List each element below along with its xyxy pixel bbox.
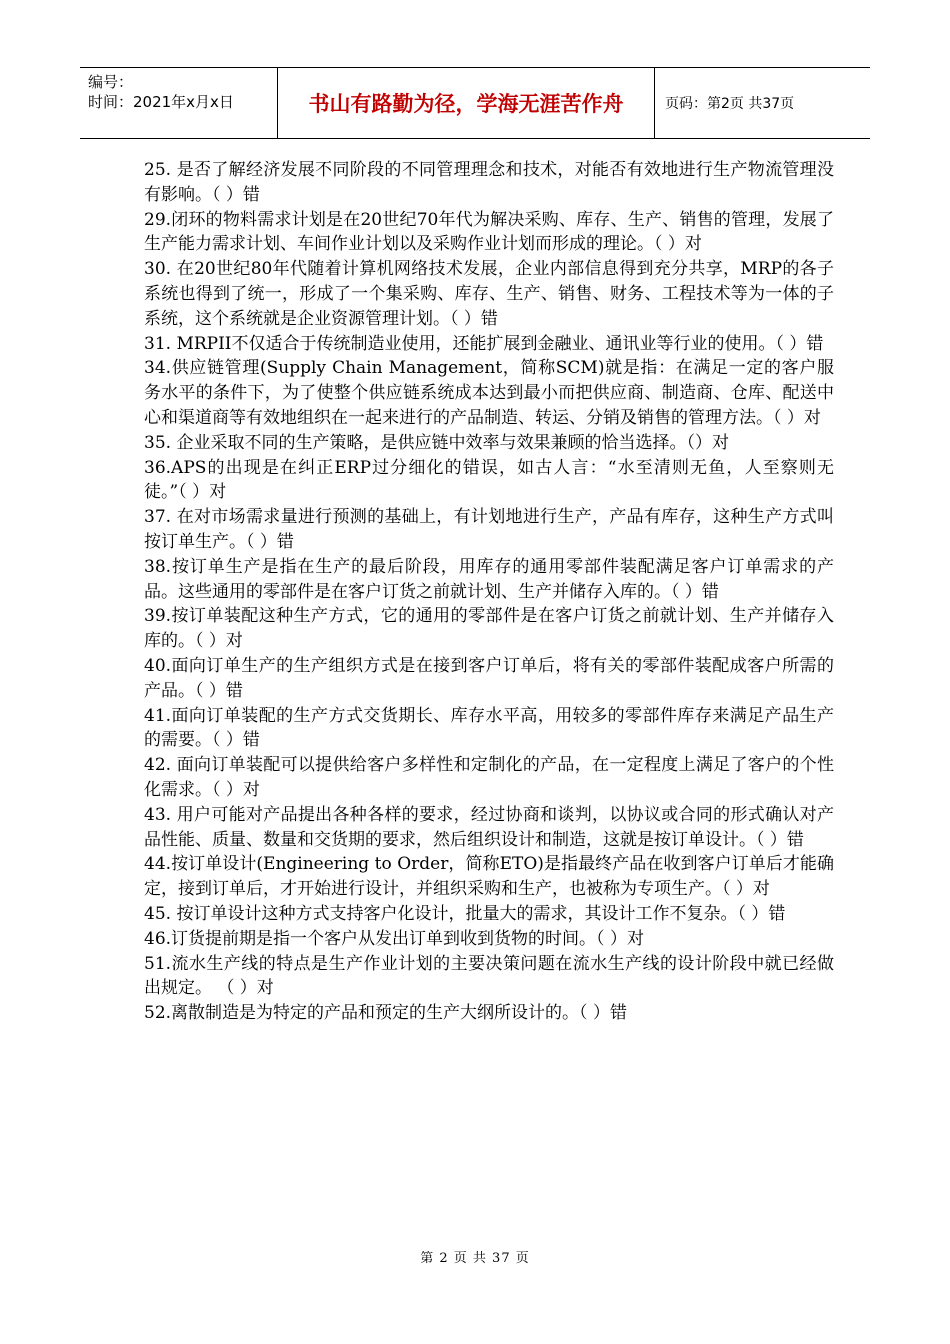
question-44: 44.按订单设计(Engineering to Order，简称ETO)是指最终产品在收到客户订单后才能确定，接到订单后，才开始进行设计，并组织采购和生产，也被称为专项生产。（ ）对 [144, 854, 834, 900]
question-38: 38.按订单生产是指在生产的最后阶段，用库存的通用零部件装配满足客户订单需求的产品。这些通用的零部件是在客户订货之前就计划、生产并储存入库的。（ ）错 [144, 556, 834, 602]
question-45: 45. 按订单设计这种方式支持客户化设计，批量大的需求，其设计工作不复杂。（ ）错 [144, 903, 786, 924]
header-page-info: 页码：第2页 共37页 [665, 96, 795, 112]
date-line: 时间：2021年x月x日 [88, 93, 234, 111]
question-34: 34.供应链管理(Supply Chain Management，简称SCM)就是指：在满足一定的客户服务水平的条件下，为了使整个供应链系统成本达到最小而把供应商、制造商、仓库、配送中心和渠道商等有效地组织在一起来进行的产品制造、转运、分销及销售的管理方法。（ ）对 [144, 358, 834, 428]
question-51: 51.流水生产线的特点是生产作业计划的主要决策问题在流水生产线的设计阶段中就已经做出规定。 （ ）对 [144, 953, 834, 999]
question-list [144, 158, 834, 1026]
question-41: 41.面向订单装配的生产方式交货期长、库存水平高，用较多的零部件库存来满足产品生产的需要。（ ）错 [144, 705, 834, 751]
question-39: 39.按订单装配这种生产方式，它的通用的零部件是在客户订货之前就计划、生产并储存入库的。（ ）对 [144, 606, 834, 652]
question-36: 36.APS的出现是在纠正ERP过分细化的错误，如古人言：“水至清则无鱼，人至察则无徒。”（ ）对 [144, 457, 834, 503]
question-52: 52.离散制造是为特定的产品和预定的生产大纲所设计的。（ ）错 [144, 1003, 627, 1024]
header-motto: 书山有路勤为径，学海无涯苦作舟 [278, 68, 655, 138]
question-40: 40.面向订单生产的生产组织方式是在接到客户订单后，将有关的零部件装配成客户所需的产品。（ ）错 [144, 655, 834, 701]
page-footer: 第 2 页 共 37 页 [420, 1251, 530, 1266]
question-25: 25. 是否了解经济发展不同阶段的不同管理理念和技术，对能否有效地进行生产物流管理没有影响。（ ）错 [144, 160, 834, 205]
question-35: 35. 企业采取不同的生产策略，是供应链中效率与效果兼顾的恰当选择。（）对 [144, 432, 729, 453]
question-46: 46.订货提前期是指一个客户从发出订单到收到货物的时间。（ ）对 [144, 928, 644, 949]
question-43: 43. 用户可能对产品提出各种各样的要求，经过协商和谈判，以协议或合同的形式确认对产品性能、质量、数量和交货期的要求，然后组织设计和制造，这就是按订单设计。（ ）错 [144, 804, 834, 850]
question-29: 29.闭环的物料需求计划是在20世纪70年代为解决采购、库存、生产、销售的管理，发展了生产能力需求计划、车间作业计划以及采购作业计划而形成的理论。（ ）对 [144, 209, 834, 255]
header-meta [80, 68, 278, 138]
question-31: 31. MRPII不仅适合于传统制造业使用，还能扩展到金融业、通讯业等行业的使用。（ ）错 [144, 333, 824, 354]
question-30: 30. 在20世纪80年代随着计算机网络技术发展，企业内部信息得到充分共享，MRP的各子系统也得到了统一，形成了一个集采购、库存、生产、销售、财务、工程技术等为一体的子系统，这个系统就是企业资源管理计划。（ ）错 [144, 259, 834, 329]
question-37: 37. 在对市场需求量进行预测的基础上，有计划地进行生产，产品有库存，这种生产方式叫按订单生产。（ ）错 [144, 507, 834, 552]
question-42: 42. 面向订单装配可以提供给客户多样性和定制化的产品，在一定程度上满足了客户的个性化需求。（ ）对 [144, 755, 834, 800]
number-label: 编号： [88, 73, 134, 91]
page-header [80, 67, 870, 139]
